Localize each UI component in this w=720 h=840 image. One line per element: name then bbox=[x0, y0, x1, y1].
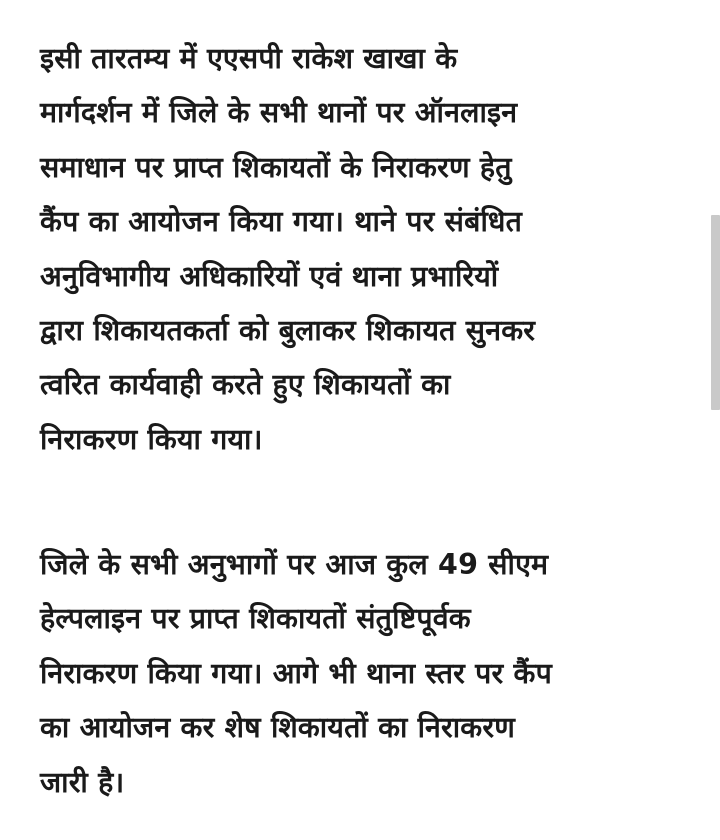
paragraph-camp-organized bbox=[40, 32, 690, 467]
text-line: कैंप का आयोजन किया गया। थाने पर संबंधित bbox=[40, 205, 523, 239]
text-line: समाधान पर प्राप्त शिकायतों के निराकरण हेतु bbox=[40, 150, 512, 184]
text-line: अनुविभागीय अधिकारियों एवं थाना प्रभारियों bbox=[40, 259, 499, 293]
text-line: निराकरण किया गया। bbox=[40, 422, 263, 456]
text-line: हेल्पलाइन पर प्राप्त शिकायतों संतुष्टिपूर्वक bbox=[40, 602, 471, 636]
paragraph-complaints-resolved bbox=[40, 538, 690, 810]
text-line: त्वरित कार्यवाही करते हुए शिकायतों का bbox=[40, 368, 451, 402]
text-line: निराकरण किया गया। आगे भी थाना स्तर पर कैंप bbox=[40, 656, 552, 690]
text-line: जिले के सभी अनुभागों पर आज कुल 49 सीएम bbox=[40, 548, 549, 581]
text-line: का आयोजन कर शेष शिकायतों का निराकरण bbox=[40, 711, 516, 745]
text-line: द्वारा शिकायतकर्ता को बुलाकर शिकायत सुनकर bbox=[40, 313, 536, 347]
text-line: इसी तारतम्य में एएसपी राकेश खाखा के bbox=[40, 42, 458, 75]
text-line: मार्गदर्शन में जिले के सभी थानों पर ऑनलाइन bbox=[40, 96, 518, 130]
scrollbar-thumb[interactable] bbox=[711, 215, 720, 410]
text-line: जारी है। bbox=[40, 765, 125, 799]
